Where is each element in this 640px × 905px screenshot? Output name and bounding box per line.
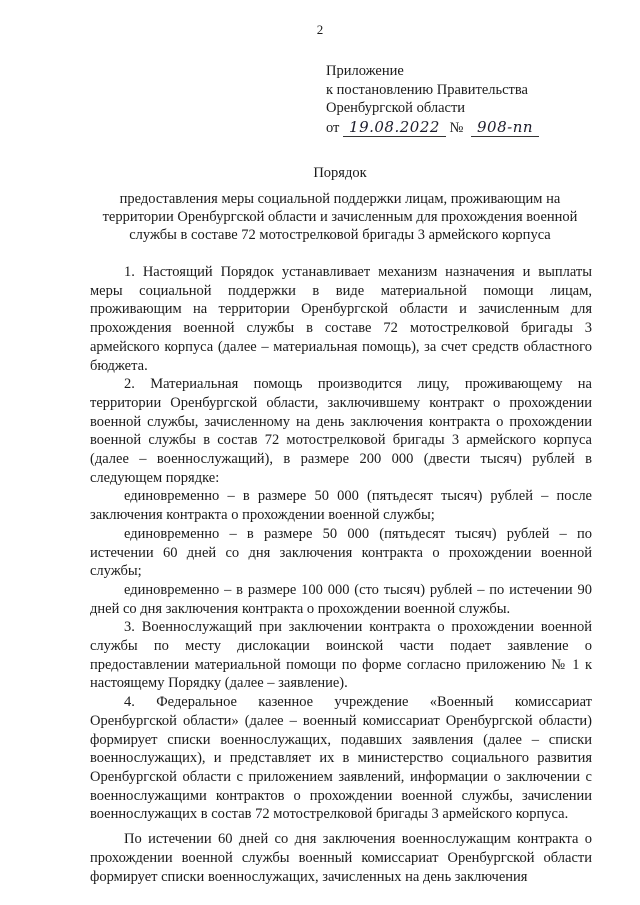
document-body (90, 263, 592, 886)
paragraph-1: 1. Настоящий Порядок устанавливает механизм назначения и выплаты меры социальной поддержки в виде материальной помощи лицам, проживающим на территории Оренбургской области и зачисленным для прохождения военной службы в составе 72 мотострелковой бригады 3 армейского корпуса (далее – материальная помощь), за счет средств областного бюджета. (90, 264, 592, 374)
paragraph-4: 4. Федеральное казенное учреждение «Военный комиссариат Оренбургской области» (далее – военный комиссариат Оренбургской области) формирует списки военнослужащих, подавших заявления (далее – списки военнослужащих), и представляет их в министерство социального развития Оренбургской области с приложением заявлений, информации о заключении с военнослужащими контрактов о прохождении военной службы, зачислении военнослужащих в состав 72 мотострелковой бригады 3 армейского корпуса. (90, 694, 592, 823)
title-text: предоставления меры социальной поддержки лицам, проживающим на территории Оренбургской области и зачисленным для прохождения военной службы в составе 72 мотострелковой бригады 3 армейского корпуса (102, 191, 578, 243)
paragraph-2: 2. Материальная помощь производится лицу, проживающему на территории Оренбургской области, заключившему контракт о прохождении военной службы, зачисленному на день заключения контракта о прохождении военной службы в состав 72 мотострелковой бригады 3 армейского корпуса (далее – военнослужащий), в размере 200 000 (двести тысяч) рублей в следующем порядке: (90, 376, 592, 486)
appendix-resolution: к постановлению Правительства (326, 81, 528, 98)
appendix-header (326, 62, 616, 137)
page-number: 2 (316, 22, 324, 37)
number-sign: № (449, 119, 464, 136)
appendix-title: Приложение (326, 63, 404, 79)
paragraph-3: 3. Военнослужащий при заключении контракта о прохождении военной службы по месту дислокации воинской части подает заявление о предоставлении материальной помощи по форме согласно приложению № 1 к настоящему Порядку (далее – заявление). (90, 619, 592, 692)
title-word: Порядок (313, 165, 367, 181)
handwritten-number: 908-пп (471, 118, 539, 138)
paragraph-2-item-1: единовременно – в размере 50 000 (пятьдесят тысяч) рублей – после заключения контракта о прохождении военной службы; (90, 488, 592, 524)
appendix-date-line (326, 118, 616, 138)
handwritten-date: 19.08.2022 (343, 118, 446, 138)
paragraph-2-item-3: единовременно – в размере 100 000 (сто тысяч) рублей – по истечении 90 дней со дня заключения контракта о прохождении военной службы. (90, 581, 592, 617)
paragraph-2-item-2: единовременно – в размере 50 000 (пятьдесят тысяч) рублей – по истечении 60 дней со дня заключения контракта о прохождении военной службы; (90, 525, 592, 580)
appendix-region: Оренбургской области (326, 100, 466, 116)
document-title (90, 164, 590, 244)
date-prefix: от (326, 119, 340, 136)
paragraph-5: По истечении 60 дней со дня заключения военнослужащим контракта о прохождении военной службы военный комиссариат Оренбургской области формирует списки военнослужащих, зачисленных на день заключения (90, 831, 592, 885)
